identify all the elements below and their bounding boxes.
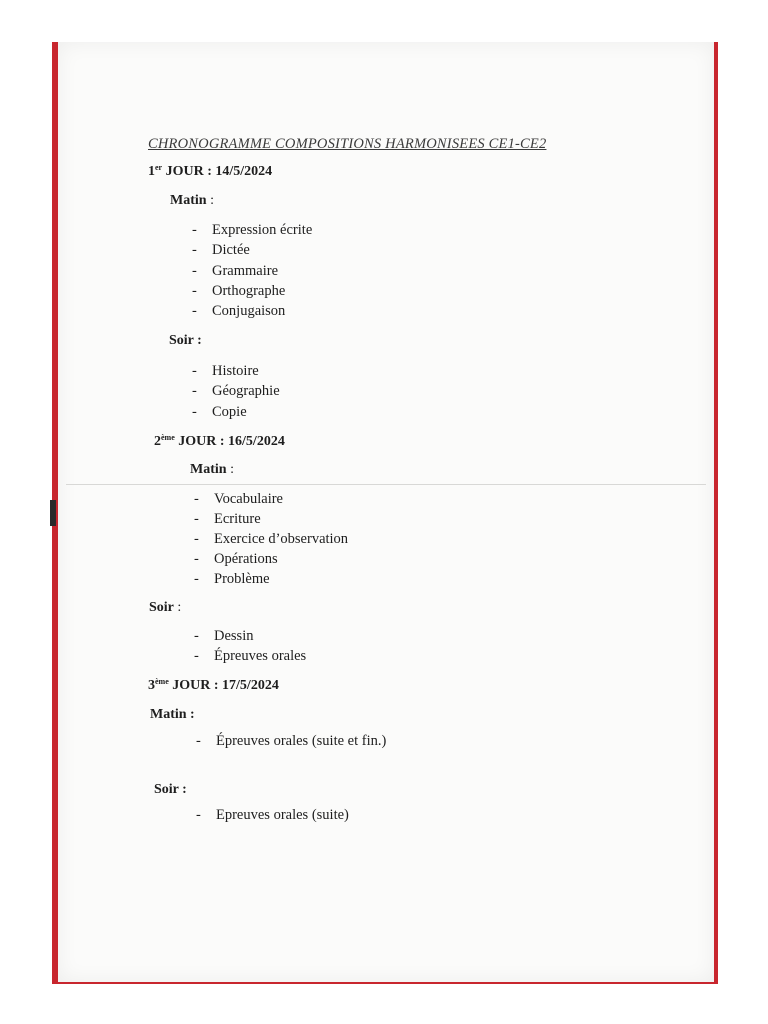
list-item: - Opérations <box>194 551 278 567</box>
day-1-heading: 1er JOUR : 14/5/2024 <box>148 163 273 179</box>
day-3-evening-label: Soir : <box>154 782 187 797</box>
list-item: - Géographie <box>192 383 280 399</box>
day-3-heading: 3ème JOUR : 17/5/2024 <box>148 677 279 693</box>
list-item: - Épreuves orales (suite et fin.) <box>196 733 387 749</box>
list-item: - Conjugaison <box>192 303 286 319</box>
day-1-evening-label: Soir : <box>169 333 202 348</box>
list-item: - Orthographe <box>192 283 286 299</box>
document-title: CHRONOGRAMME COMPOSITIONS HARMONISEES CE1-CE2 <box>148 136 547 152</box>
day-2-evening-label: Soir : <box>149 600 182 615</box>
list-item: - Histoire <box>192 363 259 379</box>
list-item: - Vocabulaire <box>194 491 283 507</box>
list-item: - Dictée <box>192 242 250 258</box>
paper-sheet <box>58 42 714 982</box>
list-item: - Problème <box>194 571 270 587</box>
list-item: - Exercice d’observation <box>194 531 349 547</box>
day-1-morning-label: Matin : <box>170 193 214 208</box>
day-3-morning-label: Matin : <box>150 707 195 722</box>
list-item: - Épreuves orales <box>194 648 307 664</box>
list-item: - Epreuves orales (suite) <box>196 807 349 823</box>
list-item: - Dessin <box>194 628 254 644</box>
list-item: - Copie <box>192 404 247 420</box>
list-item: - Ecriture <box>194 511 261 527</box>
list-item: - Expression écrite <box>192 222 313 238</box>
paper-fold-line <box>66 484 706 485</box>
day-2-heading: 2ème JOUR : 16/5/2024 <box>154 433 285 449</box>
binder-mark <box>50 500 56 526</box>
day-2-morning-label: Matin : <box>190 462 234 477</box>
list-item: - Grammaire <box>192 263 279 279</box>
